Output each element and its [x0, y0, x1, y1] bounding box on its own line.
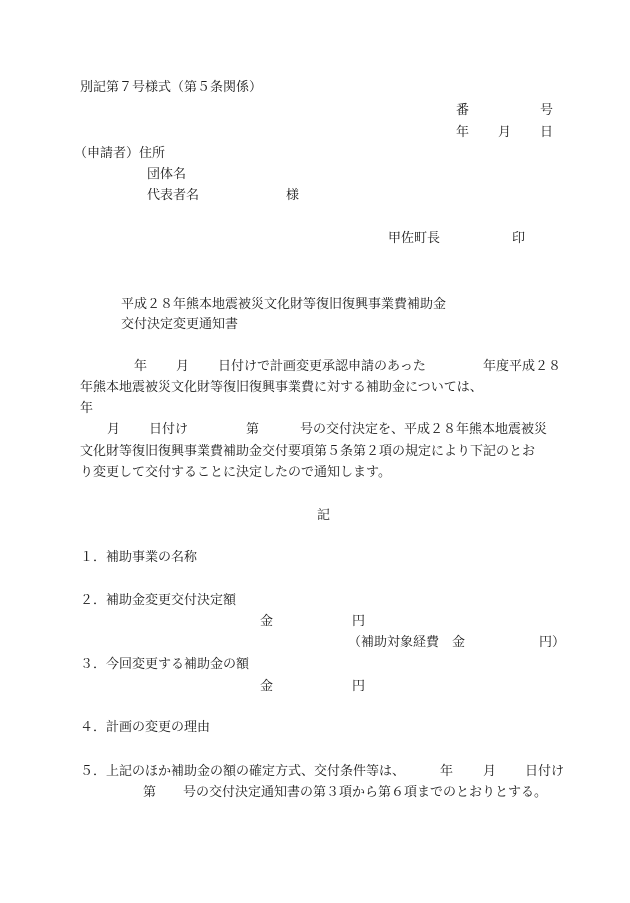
body-l4-day: 日付け — [149, 422, 189, 437]
body-l2: 年熊本地震被災文化財等復旧復興事業費に対する補助金については、 — [80, 380, 483, 395]
body-l5: 文化財等復旧復興事業費補助金交付要項第５条第２項の規定により下記のとお — [80, 444, 536, 459]
item-5-dai: 第 — [143, 785, 157, 800]
form-label: 別記第７号様式（第５条関係） — [80, 80, 263, 95]
date-year: 年 — [456, 125, 470, 140]
body-l1-tail: 年度平成２８ — [483, 359, 562, 374]
item-3-kin: 金 — [260, 679, 274, 694]
applicant-label: （申請者）住所 — [74, 146, 166, 161]
body-l4-dai: 第 — [246, 422, 260, 437]
issuer-seal: 印 — [512, 231, 526, 246]
ref-go: 号 — [540, 103, 554, 118]
item-2-en: 円 — [352, 614, 366, 629]
item-4: ４．計画の変更の理由 — [80, 720, 211, 735]
item-2-paren-open: （補助対象経費 金 — [348, 635, 466, 650]
body-l3: 年 — [80, 401, 94, 416]
body-l1-month: 月 — [176, 359, 190, 374]
applicant-org: 団体名 — [147, 167, 187, 182]
body-l1-year: 年 — [134, 359, 148, 374]
date-day: 日 — [540, 125, 554, 140]
item-5: ５．上記のほか補助金の額の確定方式、交付条件等は、 — [80, 764, 406, 779]
body-l4-month: 月 — [107, 422, 121, 437]
item-1: １．補助事業の名称 — [80, 550, 198, 565]
applicant-rep: 代表者名 — [147, 188, 200, 203]
body-l4-text: 号の交付決定を、平成２８年熊本地震被災 — [300, 422, 548, 437]
doc-title-line2: 交付決定変更通知書 — [121, 317, 239, 332]
ref-ban: 番 — [456, 103, 470, 118]
body-l6: り変更して交付することに決定したので通知します。 — [80, 465, 391, 480]
issuer-name: 甲佐町長 — [388, 231, 441, 246]
ki-heading: 記 — [317, 508, 331, 523]
applicant-honorific: 様 — [286, 188, 300, 203]
item-3: ３．今回変更する補助金の額 — [80, 657, 250, 672]
doc-title-line1: 平成２８年熊本地震被災文化財等復旧復興事業費補助金 — [121, 297, 447, 312]
item-2-paren-close: 円） — [539, 635, 566, 650]
item-5-year: 年 — [440, 764, 454, 779]
item-2-kin: 金 — [260, 614, 274, 629]
item-3-en: 円 — [352, 679, 366, 694]
item-5-month: 月 — [483, 764, 497, 779]
body-l1-text: 日付けで計画変更承認申請のあった — [218, 359, 426, 374]
date-month: 月 — [498, 125, 512, 140]
item-2: ２．補助金変更交付決定額 — [80, 593, 237, 608]
item-5-day: 日付け — [525, 764, 565, 779]
item-5-tail: 号の交付決定通知書の第３項から第６項までのとおりとする。 — [183, 785, 548, 800]
